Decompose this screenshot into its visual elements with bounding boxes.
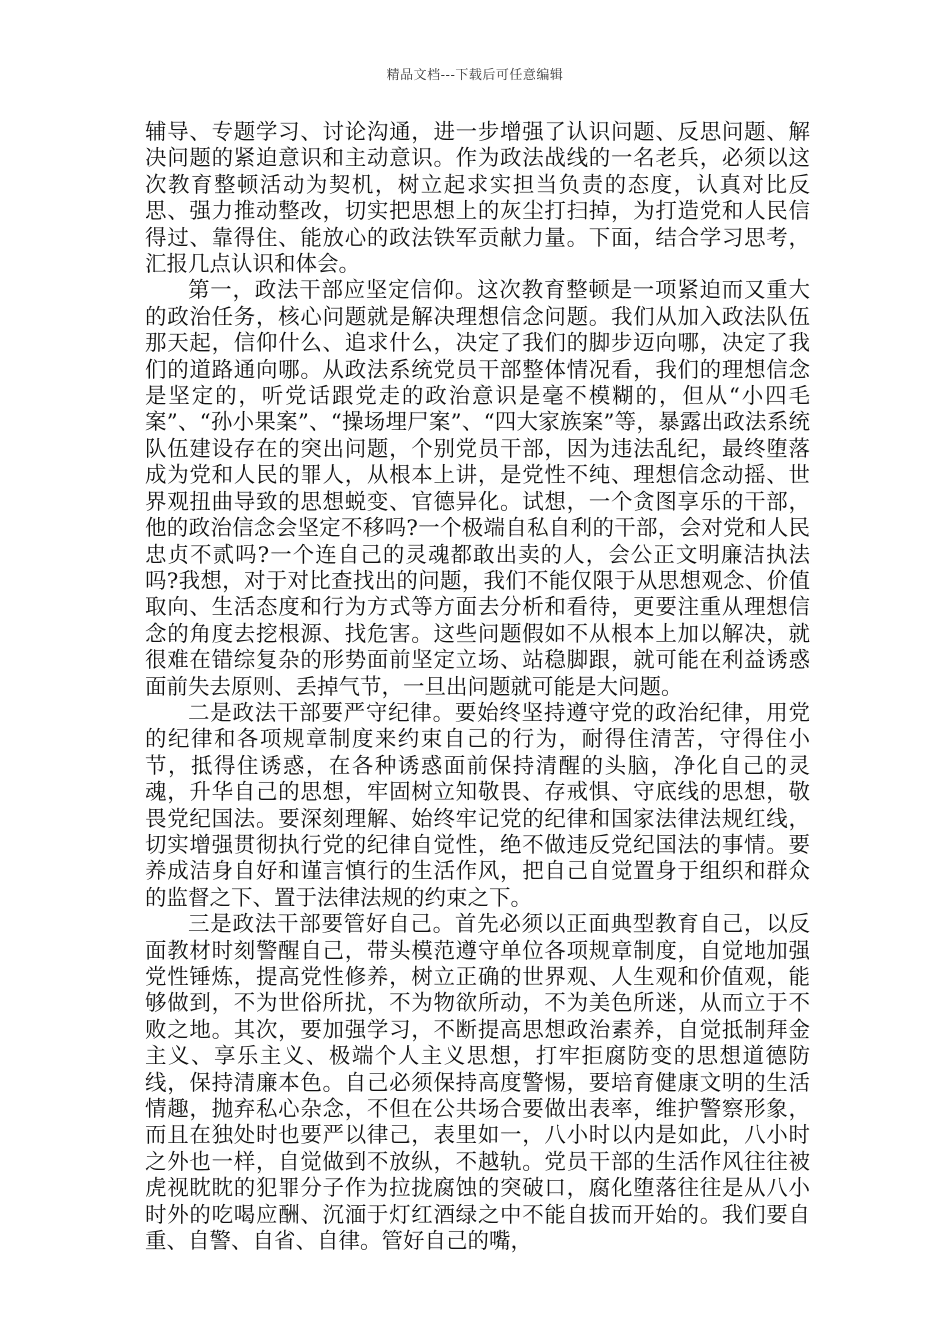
document-body [145, 120, 810, 1255]
paragraph-firm-belief: 第一，政法干部应坚定信仰。这次教育整顿是一项紧迫而又重大的政治任务，核心问题就是解决理想信念问题。我们从加入政法队伍那天起，信仰什么、追求什么，决定了我们的脚步迈向哪，决定了我们的道路通向哪。从政法系统党员干部整体情况看，我们的理想信念是坚定的，听党话跟党走的政治意识是毫不模糊的，但从“小四毛案”、“孙小果案”、“操场埋尸案”、“四大家族案”等，暴露出政法系统队伍建设存在的突出问题，个别党员干部，因为违法乱纪，最终堕落成为党和人民的罪人，从根本上讲，是党性不纯、理想信念动摇、世界观扭曲导致的思想蜕变、官德异化。试想，一个贪图享乐的干部，他的政治信念会坚定不移吗?一个极端自私自利的干部，会对党和人民忠贞不贰吗?一个连自己的灵魂都敢出卖的人，会公正文明廉洁执法吗?我想，对于对比查找出的问题，我们不能仅限于从思想观念、价值取向、生活态度和行为方式等方面去分析和看待，更要注重从理想信念的角度去挖根源、找危害。这些问题假如不从根本上加以解决，就很难在错综复杂的形势面前坚定立场、站稳脚跟，就可能在利益诱惑面前失去原则、丢掉气节，一旦出问题就可能是大问题。 [145, 278, 810, 700]
paragraph-intro-continuation: 辅导、专题学习、讨论沟通，进一步增强了认识问题、反思问题、解决问题的紧迫意识和主动意识。作为政法战线的一名老兵，必须以这次教育整顿活动为契机，树立起求实担当负责的态度，认真对比反思、强力推动整改，切实把思想上的灰尘打扫掉，为打造党和人民信得过、靠得住、能放心的政法铁军贡献力量。下面，结合学习思考，汇报几点认识和体会。 [145, 120, 810, 278]
paragraph-strict-discipline: 二是政法干部要严守纪律。要始终坚持遵守党的政治纪律，用党的纪律和各项规章制度来约束自己的行为，耐得住清苦，守得住小节，抵得住诱惑，在各种诱惑面前保持清醒的头脑，净化自己的灵魂，升华自己的思想，牢固树立知敬畏、存戒惧、守底线的思想，敬畏党纪国法。要深刻理解、始终牢记党的纪律和国家法律法规红线，切实增强贯彻执行党的纪律自觉性，绝不做违反党纪国法的事情。要养成洁身自好和谨言慎行的生活作风，把自己自觉置身于组织和群众的监督之下、置于法律法规的约束之下。 [145, 700, 810, 911]
page-header: 精品文档---下载后可任意编辑 [386, 68, 564, 83]
paragraph-self-management: 三是政法干部要管好自己。首先必须以正面典型教育自己，以反面教材时刻警醒自己，带头模范遵守单位各项规章制度，自觉地加强党性锤炼，提高党性修养，树立正确的世界观、人生观和价值观，能够做到，不为世俗所扰，不为物欲所动，不为美色所迷，从而立于不败之地。其次，要加强学习，不断提高思想政治素养，自觉抵制拜金主义、享乐主义、极端个人主义思想，打牢拒腐防变的思想道德防线，保持清廉本色。自己必须保持高度警惕，要培育健康文明的生活情趣，抛弃私心杂念，不但在公共场合要做出表率，维护警察形象，而且在独处时也要严以律己，表里如一，八小时以内是如此，八小时之外也一样，自觉做到不放纵，不越轨。党员干部的生活作风往往被虎视眈眈的犯罪分子作为拉拢腐蚀的突破口，腐化堕落往往是从八小时外的吃喝应酬、沉湎于灯红酒绿之中不能自拔而开始的。我们要自重、自警、自省、自律。管好自己的嘴， [145, 912, 810, 1255]
